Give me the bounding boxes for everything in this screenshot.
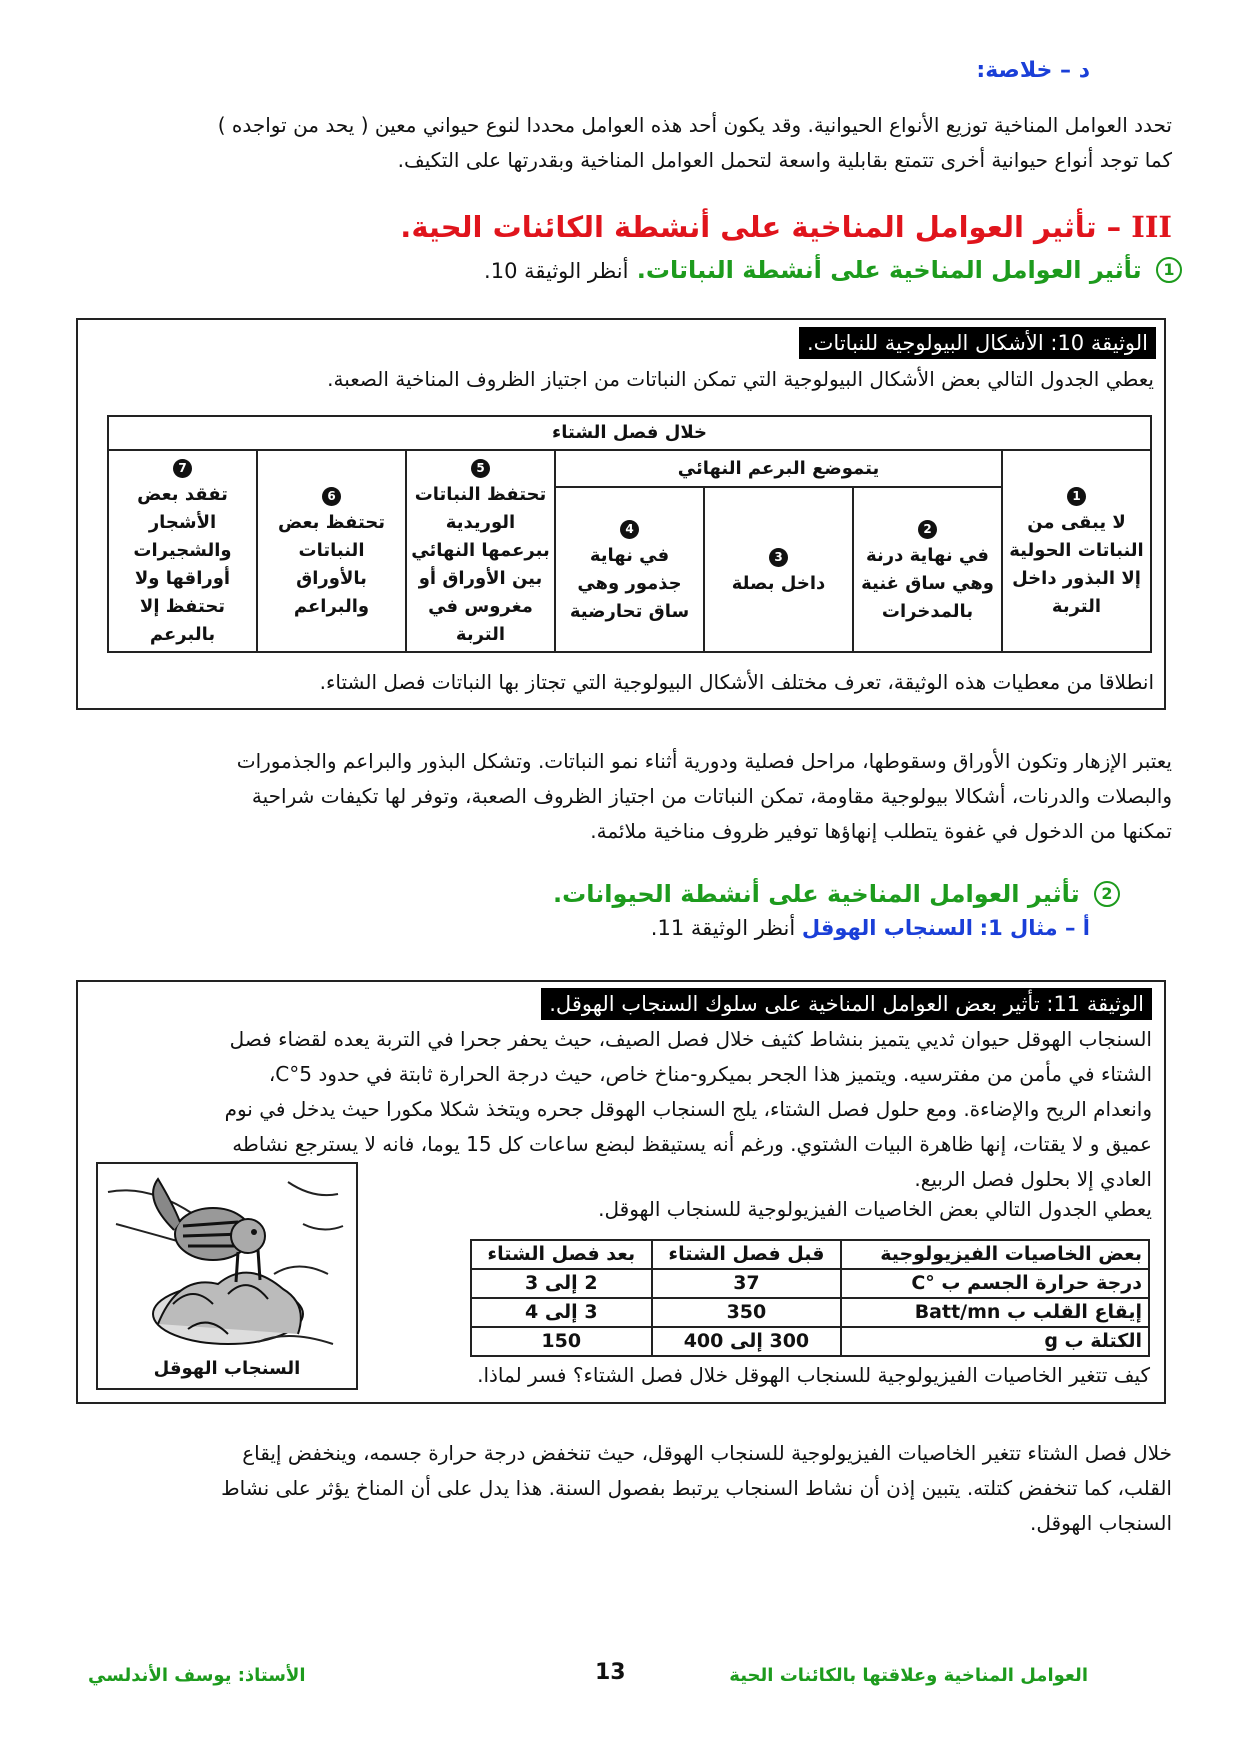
row-2-after: 3 إلى 4 — [471, 1298, 652, 1327]
document-11-line-2: الشتاء في مأمن من مفترسيه. ويتميز هذا الجحر بميكرو-مناخ خاص، حيث درجة الحرارة ثابتة في حدود 5°C، — [268, 1062, 1152, 1086]
section-3-title: – تأثير العوامل المناخية على أنشطة الكائنات الحية. — [400, 210, 1122, 244]
table-row — [471, 1298, 1149, 1327]
form-number-6: 6 — [322, 487, 341, 506]
table-row — [471, 1269, 1149, 1298]
form-text-6: تحتفظ بعض النباتات بالأوراق والبراعم — [277, 512, 386, 617]
summary-heading: د – خلاصة: — [976, 58, 1090, 83]
row-1-after: 2 إلى 3 — [471, 1269, 652, 1298]
biological-forms-table — [107, 415, 1152, 653]
form-text-7: تفقد بعض الأشجار والشجيرات أوراقها ولا تحتفظ إلا بالبرعم — [133, 484, 232, 645]
row-3-before: 300 إلى 400 — [652, 1327, 842, 1356]
example-1-name: السنجاب الهوقل — [801, 916, 973, 940]
row-2-property: إيقاع القلب ب Batt/mn — [841, 1298, 1149, 1327]
physiology-header-property: بعض الخاصيات الفيزيولوجية — [841, 1240, 1149, 1269]
animals-number: 2 — [1094, 881, 1120, 907]
document-11-box — [76, 980, 1166, 1404]
form-number-2: 2 — [918, 520, 937, 539]
form-text-2: في نهاية درنة وهي ساق غنية بالمدخرات — [861, 544, 994, 622]
form-text-5: تحتفظ النباتات الوريدية ببرعمها النهائي بين الأوراق أو مغروس في التربة — [411, 484, 550, 645]
terminal-bud-header: يتموضع البرعم النهائي — [555, 450, 1002, 487]
row-1-property: درجة حرارة الجسم ب °C — [841, 1269, 1149, 1298]
plants-answer-line-3: تمكنها من الدخول في غفوة يتطلب إنهاؤها توفير ظروف مناخية ملائمة. — [590, 819, 1172, 843]
form-text-4: في نهاية جذمور وهي ساق تحارضية — [569, 544, 690, 622]
chipmunk-illustration — [96, 1162, 358, 1390]
animals-answer-line-1: خلال فصل الشتاء تتغير الخاصيات الفيزيولوجية للسنجاب الهوقل، حيث تنخفض درجة حرارة جسمه، وينخفض إيقاع — [242, 1441, 1172, 1465]
footer-author: الأستاذ: يوسف الأندلسي — [88, 1665, 306, 1686]
physiology-header-before: قبل فصل الشتاء — [652, 1240, 842, 1269]
row-2-before: 350 — [652, 1298, 842, 1327]
animals-answer — [72, 1436, 1172, 1541]
document-11-question: كيف تتغير الخاصيات الفيزيولوجية للسنجاب الهوقل خلال فصل الشتاء؟ فسر لماذا. — [477, 1363, 1150, 1387]
document-11-title: الوثيقة 11: تأثير بعض العوامل المناخية على سلوك السنجاب الهوقل. — [541, 988, 1152, 1020]
form-number-4: 4 — [620, 520, 639, 539]
form-cell-7 — [108, 450, 257, 652]
form-cell-6 — [257, 450, 406, 652]
plants-doc-ref: أنظر الوثيقة 10. — [484, 259, 629, 283]
physiology-header-after: بعد فصل الشتاء — [471, 1240, 652, 1269]
document-10-question: انطلاقا من معطيات هذه الوثيقة، تعرف مختلف الأشكال البيولوجية التي تجتاز بها النباتات فصل الشتاء. — [319, 670, 1154, 694]
section-3-heading — [400, 210, 1172, 244]
summary-line-1: تحدد العوامل المناخية توزيع الأنواع الحيوانية. وقد يكون أحد هذه العوامل محددا لنوع حيواني معين ( يحد من تواجده ) — [217, 113, 1172, 137]
row-3-property: الكتلة ب g — [841, 1327, 1149, 1356]
plants-number: 1 — [1156, 257, 1182, 283]
footer-chapter-title: العوامل المناخية وعلاقتها بالكائنات الحية — [729, 1665, 1088, 1686]
document-11-line-4: عميق و لا يقتات، إنها ظاهرة البيات الشتوي. ورغم أنه يستيقظ لبضع ساعات كل 15 يوما، فانه لا يسترجع نشاطه — [232, 1132, 1152, 1156]
document-10-intro: يعطي الجدول التالي بعض الأشكال البيولوجية التي تمكن النباتات من اجتياز الظروف المناخية الصعبة. — [327, 367, 1154, 391]
row-1-before: 37 — [652, 1269, 842, 1298]
form-text-1: لا يبقى من النباتات الحولية إلا البذور داخل التربة — [1009, 512, 1144, 617]
example-1-prefix: أ – مثال 1: — [979, 916, 1090, 940]
form-cell-4 — [555, 487, 704, 652]
plants-heading — [484, 256, 1182, 284]
plants-answer — [72, 744, 1172, 849]
document-11-line-5: العادي إلا بحلول فصل الربيع. — [914, 1167, 1152, 1191]
form-number-7: 7 — [173, 459, 192, 478]
document-10-title: الوثيقة 10: الأشكال البيولوجية للنباتات. — [799, 327, 1156, 359]
physiology-table — [470, 1239, 1150, 1357]
document-11-line-3: وانعدام الريح والإضاءة. ومع حلول فصل الشتاء، يلج السنجاب الهوقل جحره ويتخذ شكلا مكورا حيث يدخل في نوم — [224, 1097, 1152, 1121]
form-text-3: داخل بصلة — [731, 572, 826, 594]
row-3-after: 150 — [471, 1327, 652, 1356]
summary-line-2: كما توجد أنواع حيوانية أخرى تتمتع بقابلية واسعة لتحمل العوامل المناخية وبقدرتها على التكيف. — [397, 148, 1172, 172]
page-number: 13 — [595, 1660, 626, 1685]
plants-title: تأثير العوامل المناخية على أنشطة النباتات. — [636, 256, 1142, 284]
form-cell-5 — [406, 450, 555, 652]
form-cell-3 — [704, 487, 853, 652]
summary-paragraph — [72, 108, 1172, 178]
section-3-numeral: III — [1131, 210, 1172, 244]
form-number-1: 1 — [1067, 487, 1086, 506]
document-11-line-1: السنجاب الهوقل حيوان ثديي يتميز بنشاط كثيف خلال فصل الصيف، حيث يحفر جحرا في التربة يعده لقضاء فصل — [229, 1027, 1152, 1051]
form-number-5: 5 — [471, 459, 490, 478]
animals-answer-line-2: القلب، كما تنخفض كتلته. يتبين إذن أن نشاط السنجاب يرتبط بفصول السنة. هذا يدل على أن المناخ يؤثر على نشاط — [221, 1476, 1172, 1500]
chipmunk-drawing — [98, 1164, 356, 1354]
animals-answer-line-3: السنجاب الهوقل. — [1030, 1511, 1172, 1535]
animals-title: تأثير العوامل المناخية على أنشطة الحيوانات. — [553, 880, 1080, 908]
animals-heading — [553, 880, 1120, 908]
plants-answer-line-2: والبصلات والدرنات، أشكالا بيولوجية مقاومة، تمكن النباتات من اجتياز الظروف الصعبة، وتوفر لها تكيفات شراحية — [251, 784, 1172, 808]
document-11-table-intro: يعطي الجدول التالي بعض الخاصيات الفيزيولوجية للسنجاب الهوقل. — [598, 1197, 1152, 1221]
form-cell-2 — [853, 487, 1002, 652]
example-1-doc-ref: أنظر الوثيقة 11. — [650, 916, 796, 940]
example-1-line — [651, 916, 1090, 940]
table-row — [471, 1327, 1149, 1356]
form-cell-1 — [1002, 450, 1151, 652]
document-10-box — [76, 318, 1166, 710]
plants-answer-line-1: يعتبر الإزهار وتكون الأوراق وسقوطها، مراحل فصلية ودورية أثناء نمو النباتات. وتشكل البذور والبراعم والجذمورات — [236, 749, 1172, 773]
chipmunk-caption: السنجاب الهوقل — [153, 1358, 301, 1379]
winter-header-cell: خلال فصل الشتاء — [108, 416, 1151, 450]
form-number-3: 3 — [769, 548, 788, 567]
